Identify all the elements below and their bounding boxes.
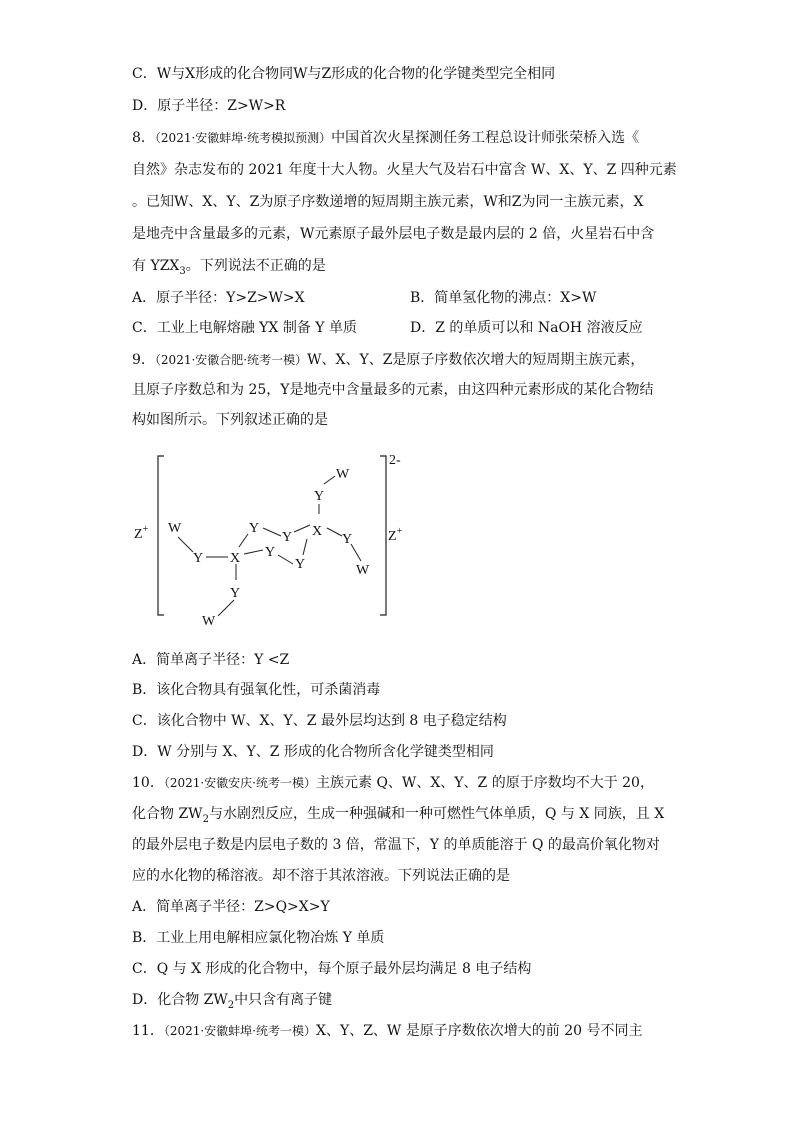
q8-option-c: C．工业上电解熔融 YX 制备 Y 单质: [132, 320, 357, 336]
q10-option-c: C．Q 与 X 形成的化合物中，每个原子最外层均满足 8 电子结构: [132, 961, 532, 977]
q9-structure-figure: [130, 440, 430, 635]
cation-left: Z+: [134, 524, 149, 542]
bond: [278, 555, 293, 564]
atom-y: Y: [282, 530, 293, 545]
q7-option-c: C．W与X形成的化合物同W与Z形成的化合物的化学键类型完全相同: [132, 66, 556, 82]
anion-charge: 2-: [389, 453, 401, 468]
q11-line-1: [132, 1021, 643, 1041]
q8-line-3: 。已知W、X、Y、Z为原子序数递增的短周期主族元素，W和Z为同一主族元素，X: [132, 194, 644, 210]
q11-number: 11．: [132, 1023, 164, 1039]
q10-option-d: [132, 990, 332, 1016]
q10-option-d-text: D．化合物 ZW: [132, 992, 228, 1008]
right-bracket: [380, 456, 386, 615]
q10-option-d-rest: 中只含有离子键: [234, 992, 333, 1008]
q9-stem-1: W、X、Y、Z是原子序数依次增大的短周期主族元素，: [307, 352, 645, 368]
atom-y: Y: [265, 545, 276, 560]
atom-w: W: [168, 521, 182, 536]
q8-prompt: 。下列说法不正确的是: [185, 258, 326, 274]
atom-y: Y: [193, 551, 204, 566]
atom-x: X: [312, 524, 323, 539]
q9-line-2: 且原子序数总和为 25，Y是地壳中含量最多的元素，由这四种元素形成的某化合物结: [132, 382, 654, 398]
bond: [178, 537, 193, 552]
atom-x: X: [230, 551, 241, 566]
q10-number: 10．: [132, 775, 164, 791]
q8-source: （2021·安徽蚌埠·统考模拟预测）: [154, 131, 332, 145]
q9-line-1: [132, 350, 644, 370]
atom-w: W: [336, 467, 350, 482]
q9-line-3: 构如图所示。下列叙述正确的是: [132, 412, 328, 428]
structure-diagram: [130, 440, 430, 635]
cation-right: Z+: [388, 526, 403, 544]
q10-formula-subscript: 2: [202, 813, 209, 825]
q10-source: （2021·安徽安庆·统考一模）: [163, 776, 316, 790]
atom-w: W: [202, 614, 216, 629]
q10-line-3: 的最外层电子数是内层电子数的 3 倍，常温下，Y 的单质能溶于 Q 的最高价氧化物对: [132, 837, 660, 853]
q10-stem-2: 与水剧烈反应，生成一种强碱和一种可燃性气体单质，Q 与 X 同族，且 X: [208, 806, 665, 822]
q9-option-b: B．该化合物具有强氧化性，可杀菌消毒: [132, 682, 381, 698]
bond: [327, 528, 342, 536]
q8-stem-1: 中国首次火星探测任务工程总设计师张荣桥入选《: [331, 130, 640, 146]
q8-option-d: D．Z 的单质可以和 NaOH 溶液反应: [410, 320, 643, 336]
bond: [351, 544, 361, 561]
q10-formula: 化合物 ZW: [132, 806, 203, 822]
q10-option-a: A．简单离子半径：Z>Q>X>Y: [132, 899, 330, 915]
q8-line-4: 是地壳中含量最多的元素，W元素原子最外层电子数是最内层的 2 倍，火星岩石中含: [132, 226, 655, 242]
bond: [263, 528, 281, 536]
q10-line-1: [132, 773, 654, 793]
q9-option-d: D．W 分别与 X、Y、Z 形成的化合物所含化学键类型相同: [132, 744, 494, 760]
q8-line-5: [132, 256, 326, 282]
left-bracket: [158, 456, 164, 615]
q8-number: 8．: [132, 130, 155, 146]
q8-line-2: 自然》杂志发布的 2021 年度十大人物。火星大气及岩石中富含 W、X、Y、Z 四种元素: [132, 162, 677, 178]
q9-number: 9．: [132, 352, 155, 368]
q8-option-b: B．简单氢化物的沸点：X>W: [410, 290, 597, 306]
q9-option-c: C．该化合物中 W、X、Y、Z 最外层均达到 8 电子稳定结构: [132, 713, 507, 729]
q8-formula: 有 YZX: [132, 258, 180, 274]
q10-option-d-subscript: 2: [227, 999, 235, 1011]
atom-y: Y: [342, 532, 353, 547]
atom-y: Y: [314, 489, 325, 504]
q11-source: （2021·安徽蚌埠·统考一模）: [163, 1024, 316, 1038]
q9-option-a: A．简单离子半径：Y <Z: [132, 652, 290, 668]
q10-line-2: [132, 804, 664, 830]
q11-stem-1: X、Y、Z、W 是原子序数依次增大的前 20 号不同主: [316, 1023, 643, 1039]
atom-y: Y: [230, 586, 241, 601]
bond: [303, 539, 307, 555]
q10-line-4: 应的水化物的稀溶液。却不溶于其浓溶液。下列说法正确的是: [132, 868, 510, 884]
atom-w: W: [356, 563, 370, 578]
bond: [244, 550, 263, 554]
q8-line-1: [132, 128, 639, 148]
q8-option-a: A．原子半径：Y>Z>W>X: [132, 290, 305, 306]
bond: [218, 600, 234, 616]
q8-formula-subscript: 3: [179, 265, 186, 277]
bond: [294, 525, 310, 532]
atom-y: Y: [295, 557, 306, 572]
q9-source: （2021·安徽合肥·统考一模）: [154, 353, 308, 367]
q10-stem-1: 主族元素 Q、W、X、Y、Z 的原于序数均不大于 20，: [316, 775, 654, 791]
bond: [239, 534, 248, 547]
atom-y: Y: [249, 521, 260, 536]
q7-option-d: D．原子半径：Z>W>R: [132, 98, 286, 114]
bond: [324, 476, 335, 484]
q10-option-b: B．工业上用电解相应氯化物冶炼 Y 单质: [132, 930, 385, 946]
